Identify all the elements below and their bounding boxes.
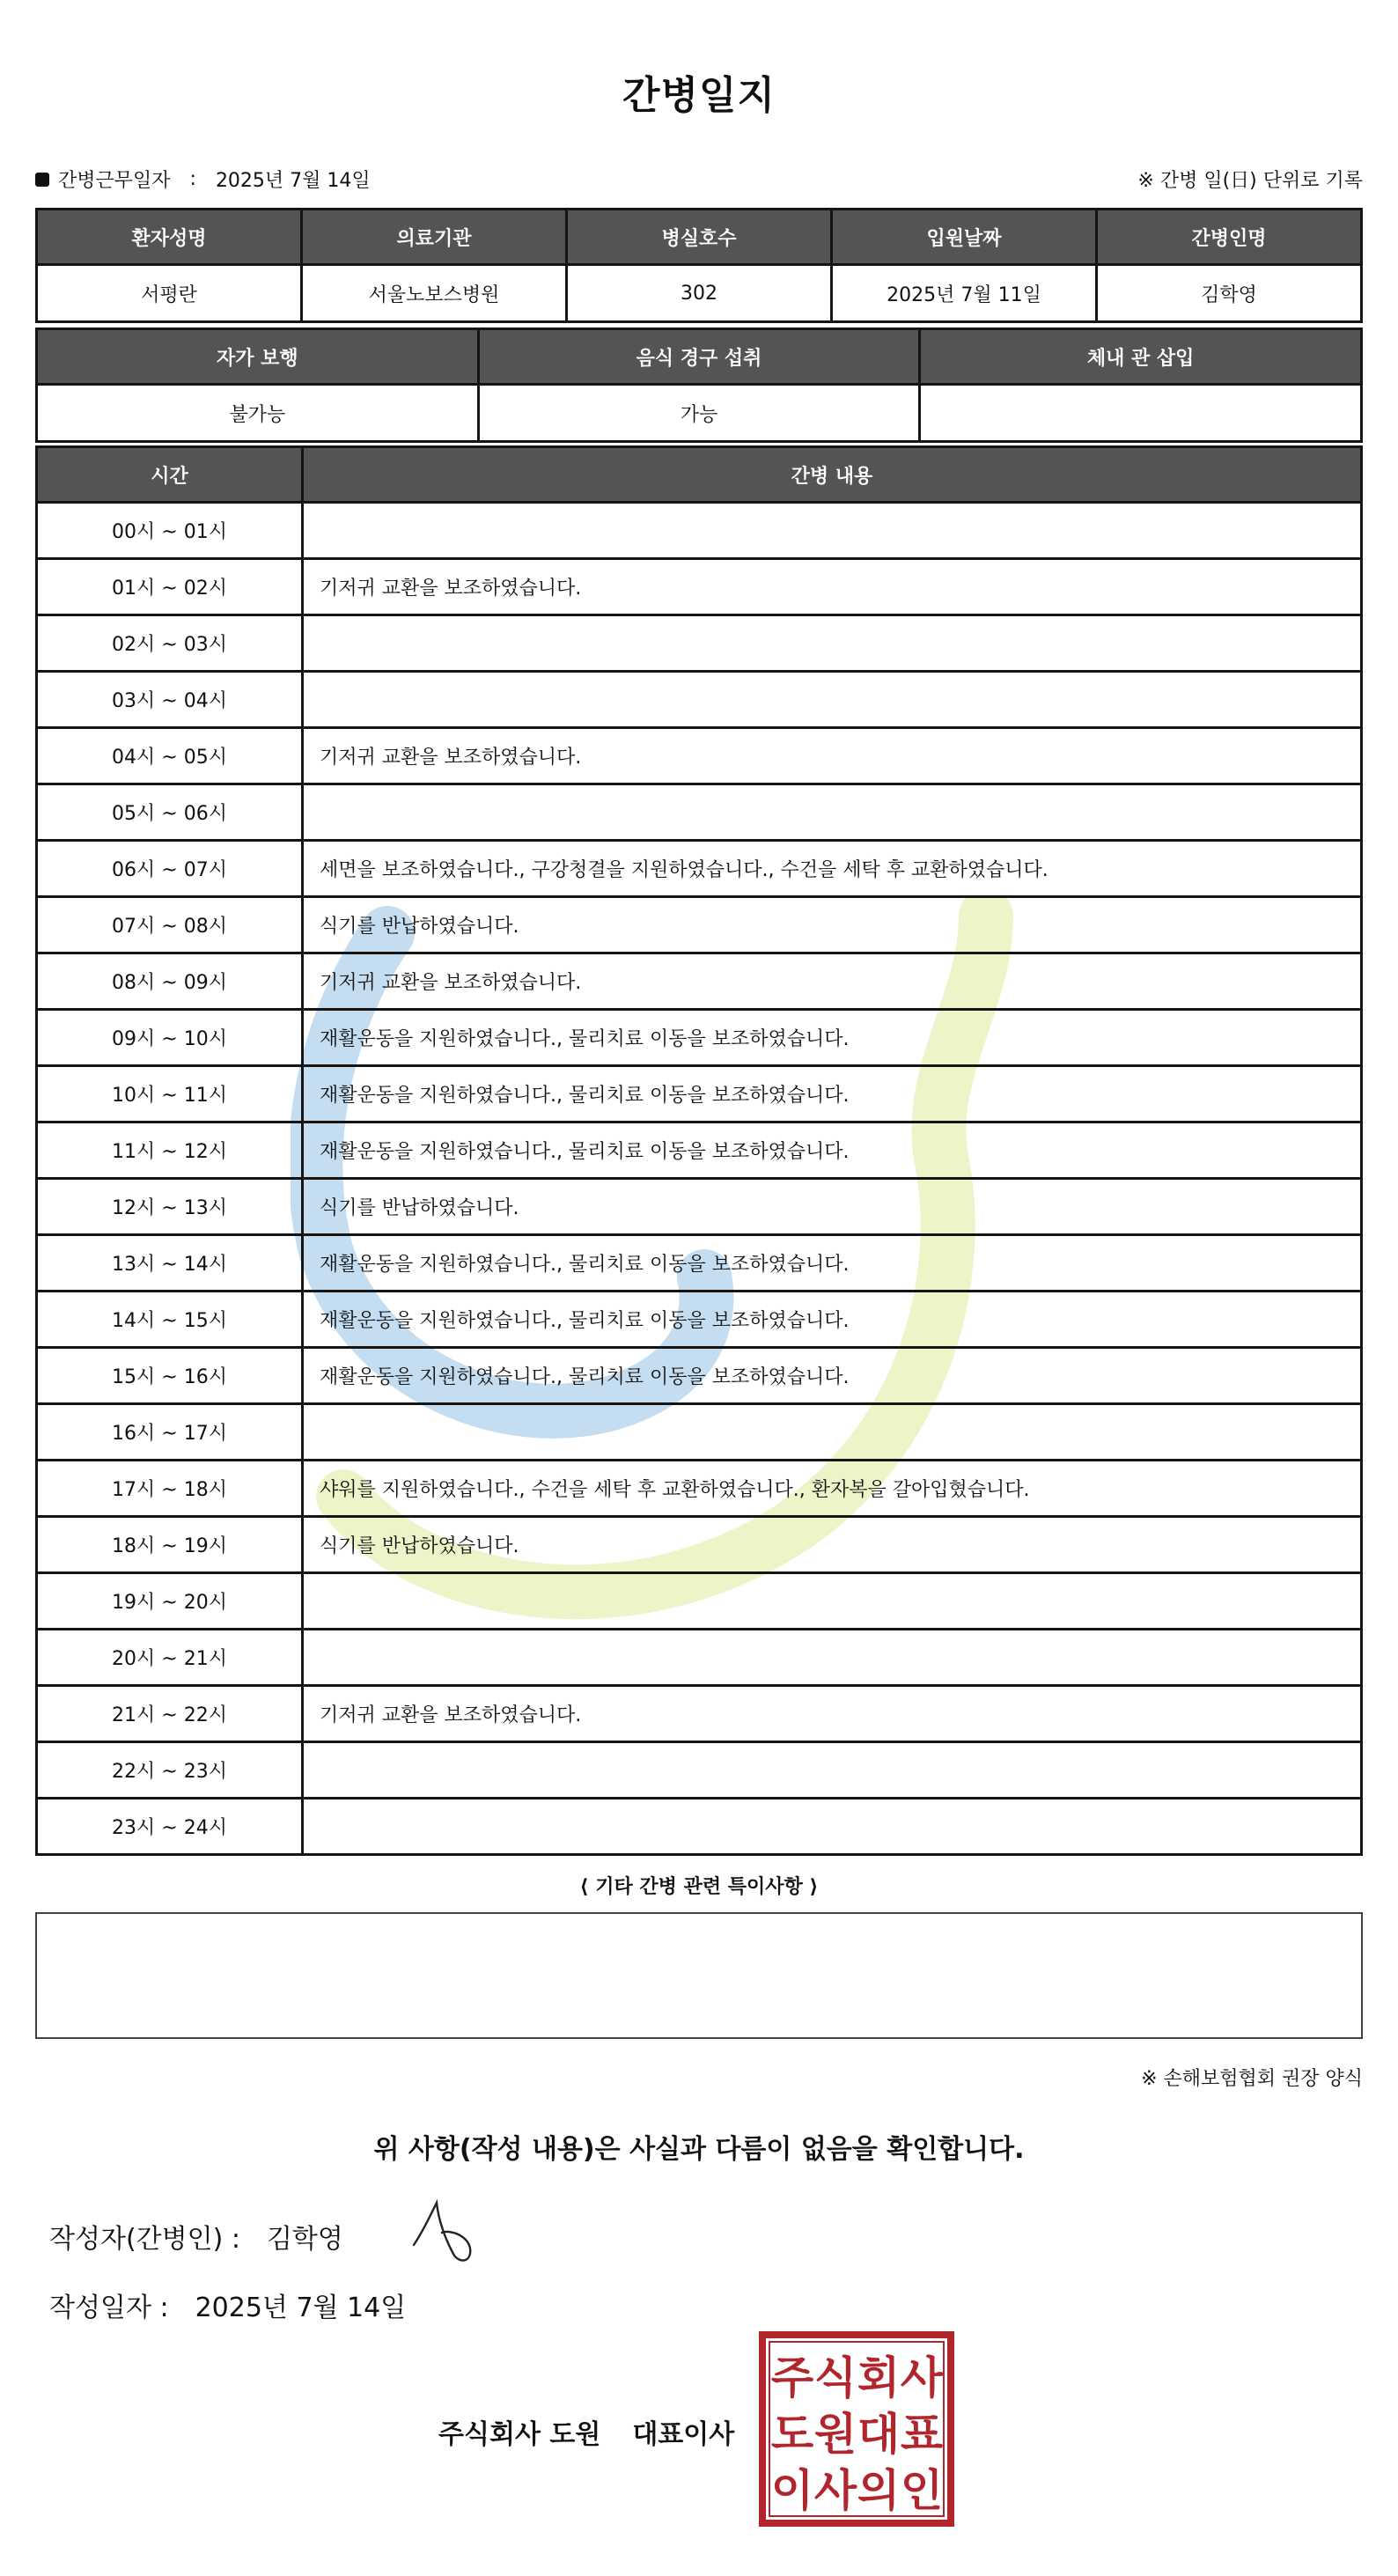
log-time: 06시 ~ 07시 bbox=[37, 841, 303, 897]
header-care-content: 간병 내용 bbox=[303, 447, 1362, 503]
header-patient-name: 환자성명 bbox=[37, 210, 302, 265]
log-content: 샤워를 지원하였습니다., 수건을 세탁 후 교환하였습니다., 환자복을 갈아입혔습니다. bbox=[303, 1461, 1362, 1517]
work-date-value: 2025년 7월 14일 bbox=[215, 170, 371, 192]
care-log-row bbox=[37, 953, 1362, 1010]
patient-info-table bbox=[35, 208, 1363, 323]
log-time: 00시 ~ 01시 bbox=[37, 503, 303, 559]
header-tube-insertion: 체내 관 삽입 bbox=[920, 329, 1362, 385]
log-time: 23시 ~ 24시 bbox=[37, 1799, 303, 1855]
handwritten-signature bbox=[407, 2194, 486, 2273]
written-date-label: 작성일자 : bbox=[49, 2293, 169, 2323]
header-admission-date: 입원날짜 bbox=[832, 210, 1097, 265]
form-footnote: ※ 손해보험협회 권장 양식 bbox=[1141, 2068, 1363, 2090]
log-time: 08시 ~ 09시 bbox=[37, 953, 303, 1010]
log-time: 09시 ~ 10시 bbox=[37, 1010, 303, 1066]
patient-status-value-row bbox=[37, 385, 1362, 442]
care-log-row bbox=[37, 1686, 1362, 1742]
log-content: 재활운동을 지원하였습니다., 물리치료 이동을 보조하였습니다. bbox=[303, 1066, 1362, 1122]
care-log-row bbox=[37, 559, 1362, 615]
care-log-body bbox=[37, 503, 1362, 1855]
log-time: 17시 ~ 18시 bbox=[37, 1461, 303, 1517]
log-content bbox=[303, 1404, 1362, 1461]
unit-note: ※ 간병 일(日) 단위로 기록 bbox=[1137, 170, 1363, 192]
care-log-row bbox=[37, 1292, 1362, 1348]
work-date-label: 간병근무일자 bbox=[58, 170, 171, 192]
log-time: 21시 ~ 22시 bbox=[37, 1686, 303, 1742]
care-log-row bbox=[37, 1122, 1362, 1179]
confirmation-statement: 위 사항(작성 내용)은 사실과 다름이 없음을 확인합니다. bbox=[373, 2134, 1025, 2165]
header-hospital: 의료기관 bbox=[302, 210, 567, 265]
oral-intake-value: 가능 bbox=[478, 385, 920, 442]
log-content: 식기를 반납하였습니다. bbox=[303, 1179, 1362, 1235]
care-log-row bbox=[37, 728, 1362, 784]
log-content bbox=[303, 1573, 1362, 1630]
room-number: 302 bbox=[567, 265, 832, 322]
log-content bbox=[303, 672, 1362, 728]
writer-line bbox=[49, 2217, 343, 2256]
care-log-row bbox=[37, 1630, 1362, 1686]
log-time: 02시 ~ 03시 bbox=[37, 615, 303, 672]
seal-glyph: 주 bbox=[770, 2352, 814, 2403]
seal-glyph: 식 bbox=[813, 2352, 857, 2403]
patient-status-header-row bbox=[37, 329, 1362, 385]
log-time: 14시 ~ 15시 bbox=[37, 1292, 303, 1348]
hospital-name: 서울노보스병원 bbox=[302, 265, 567, 322]
log-time: 01시 ~ 02시 bbox=[37, 559, 303, 615]
company-seal-stamp bbox=[757, 2329, 956, 2528]
log-content bbox=[303, 784, 1362, 841]
log-content bbox=[303, 1799, 1362, 1855]
log-time: 19시 ~ 20시 bbox=[37, 1573, 303, 1630]
header-caregiver-name: 간병인명 bbox=[1097, 210, 1362, 265]
log-time: 16시 ~ 17시 bbox=[37, 1404, 303, 1461]
seal-glyph: 이 bbox=[770, 2465, 814, 2516]
company-name: 주식회사 도원 bbox=[438, 2419, 601, 2450]
patient-name: 서평란 bbox=[37, 265, 302, 322]
seal-glyph: 의 bbox=[857, 2465, 901, 2516]
tube-insertion-value bbox=[920, 385, 1362, 442]
log-time: 18시 ~ 19시 bbox=[37, 1517, 303, 1573]
log-content: 재활운동을 지원하였습니다., 물리치료 이동을 보조하였습니다. bbox=[303, 1235, 1362, 1292]
log-content: 재활운동을 지원하였습니다., 물리치료 이동을 보조하였습니다. bbox=[303, 1348, 1362, 1404]
care-log-row bbox=[37, 615, 1362, 672]
log-content: 기저귀 교환을 보조하였습니다. bbox=[303, 559, 1362, 615]
admission-date: 2025년 7월 11일 bbox=[832, 265, 1097, 322]
patient-status-table bbox=[35, 328, 1363, 443]
seal-glyph: 사 bbox=[813, 2465, 857, 2516]
log-time: 13시 ~ 14시 bbox=[37, 1235, 303, 1292]
ceo-title: 대표이사 bbox=[632, 2419, 735, 2450]
log-content bbox=[303, 503, 1362, 559]
self-walking-value: 불가능 bbox=[37, 385, 479, 442]
seal-glyph: 표 bbox=[900, 2409, 944, 2460]
log-content: 재활운동을 지원하였습니다., 물리치료 이동을 보조하였습니다. bbox=[303, 1010, 1362, 1066]
seal-glyph: 회 bbox=[857, 2352, 901, 2403]
log-time: 07시 ~ 08시 bbox=[37, 897, 303, 953]
log-content: 기저귀 교환을 보조하였습니다. bbox=[303, 953, 1362, 1010]
care-log-table bbox=[35, 445, 1363, 1856]
care-log-row bbox=[37, 503, 1362, 559]
written-date-line bbox=[49, 2285, 406, 2324]
writer-label: 작성자(간병인) : bbox=[49, 2224, 240, 2255]
remarks-title: ⟨ 기타 간병 관련 특이사항 ⟩ bbox=[579, 1876, 819, 1898]
log-time: 05시 ~ 06시 bbox=[37, 784, 303, 841]
seal-glyph: 도 bbox=[770, 2409, 814, 2460]
seal-glyph: 대 bbox=[857, 2409, 901, 2460]
log-content: 세면을 보조하였습니다., 구강청결을 지원하였습니다., 수건을 세탁 후 교환하였습니다. bbox=[303, 841, 1362, 897]
header-time: 시간 bbox=[37, 447, 303, 503]
writer-name: 김학영 bbox=[266, 2224, 343, 2255]
header-self-walking: 자가 보행 bbox=[37, 329, 479, 385]
log-time: 20시 ~ 21시 bbox=[37, 1630, 303, 1686]
caregiver-name: 김학영 bbox=[1097, 265, 1362, 322]
bullet-icon bbox=[35, 173, 49, 187]
work-date-separator: : bbox=[189, 168, 196, 190]
care-log-row bbox=[37, 1348, 1362, 1404]
seal-glyph: 인 bbox=[900, 2465, 944, 2516]
log-content bbox=[303, 1742, 1362, 1799]
seal-glyph: 사 bbox=[900, 2352, 944, 2403]
seal-glyph: 원 bbox=[813, 2409, 857, 2460]
log-content: 재활운동을 지원하였습니다., 물리치료 이동을 보조하였습니다. bbox=[303, 1122, 1362, 1179]
care-log-row bbox=[37, 1461, 1362, 1517]
care-log-row bbox=[37, 1517, 1362, 1573]
log-time: 15시 ~ 16시 bbox=[37, 1348, 303, 1404]
care-log-row bbox=[37, 1066, 1362, 1122]
log-content bbox=[303, 615, 1362, 672]
care-log-row bbox=[37, 841, 1362, 897]
care-log-row bbox=[37, 672, 1362, 728]
log-time: 11시 ~ 12시 bbox=[37, 1122, 303, 1179]
care-log-row bbox=[37, 1742, 1362, 1799]
header-oral-intake: 음식 경구 섭취 bbox=[478, 329, 920, 385]
care-log-row bbox=[37, 1404, 1362, 1461]
care-log-row bbox=[37, 1573, 1362, 1630]
patient-info-header-row bbox=[37, 210, 1362, 265]
log-time: 04시 ~ 05시 bbox=[37, 728, 303, 784]
care-log-row bbox=[37, 1235, 1362, 1292]
care-log-row bbox=[37, 897, 1362, 953]
log-time: 22시 ~ 23시 bbox=[37, 1742, 303, 1799]
log-content: 식기를 반납하였습니다. bbox=[303, 897, 1362, 953]
document-title: 간병일지 bbox=[622, 73, 776, 118]
log-content: 기저귀 교환을 보조하였습니다. bbox=[303, 728, 1362, 784]
log-time: 10시 ~ 11시 bbox=[37, 1066, 303, 1122]
care-log-row bbox=[37, 1179, 1362, 1235]
care-log-row bbox=[37, 1010, 1362, 1066]
log-content: 기저귀 교환을 보조하였습니다. bbox=[303, 1686, 1362, 1742]
patient-info-value-row bbox=[37, 265, 1362, 322]
log-time: 12시 ~ 13시 bbox=[37, 1179, 303, 1235]
company-signature-line bbox=[438, 2412, 734, 2451]
log-content bbox=[303, 1630, 1362, 1686]
remarks-box bbox=[35, 1912, 1363, 2039]
work-date bbox=[35, 166, 371, 193]
header-room-number: 병실호수 bbox=[567, 210, 832, 265]
care-log-header-row bbox=[37, 447, 1362, 503]
log-content: 재활운동을 지원하였습니다., 물리치료 이동을 보조하였습니다. bbox=[303, 1292, 1362, 1348]
log-time: 03시 ~ 04시 bbox=[37, 672, 303, 728]
care-log-row bbox=[37, 784, 1362, 841]
care-log-row bbox=[37, 1799, 1362, 1855]
written-date-value: 2025년 7월 14일 bbox=[195, 2293, 407, 2323]
log-content: 식기를 반납하였습니다. bbox=[303, 1517, 1362, 1573]
